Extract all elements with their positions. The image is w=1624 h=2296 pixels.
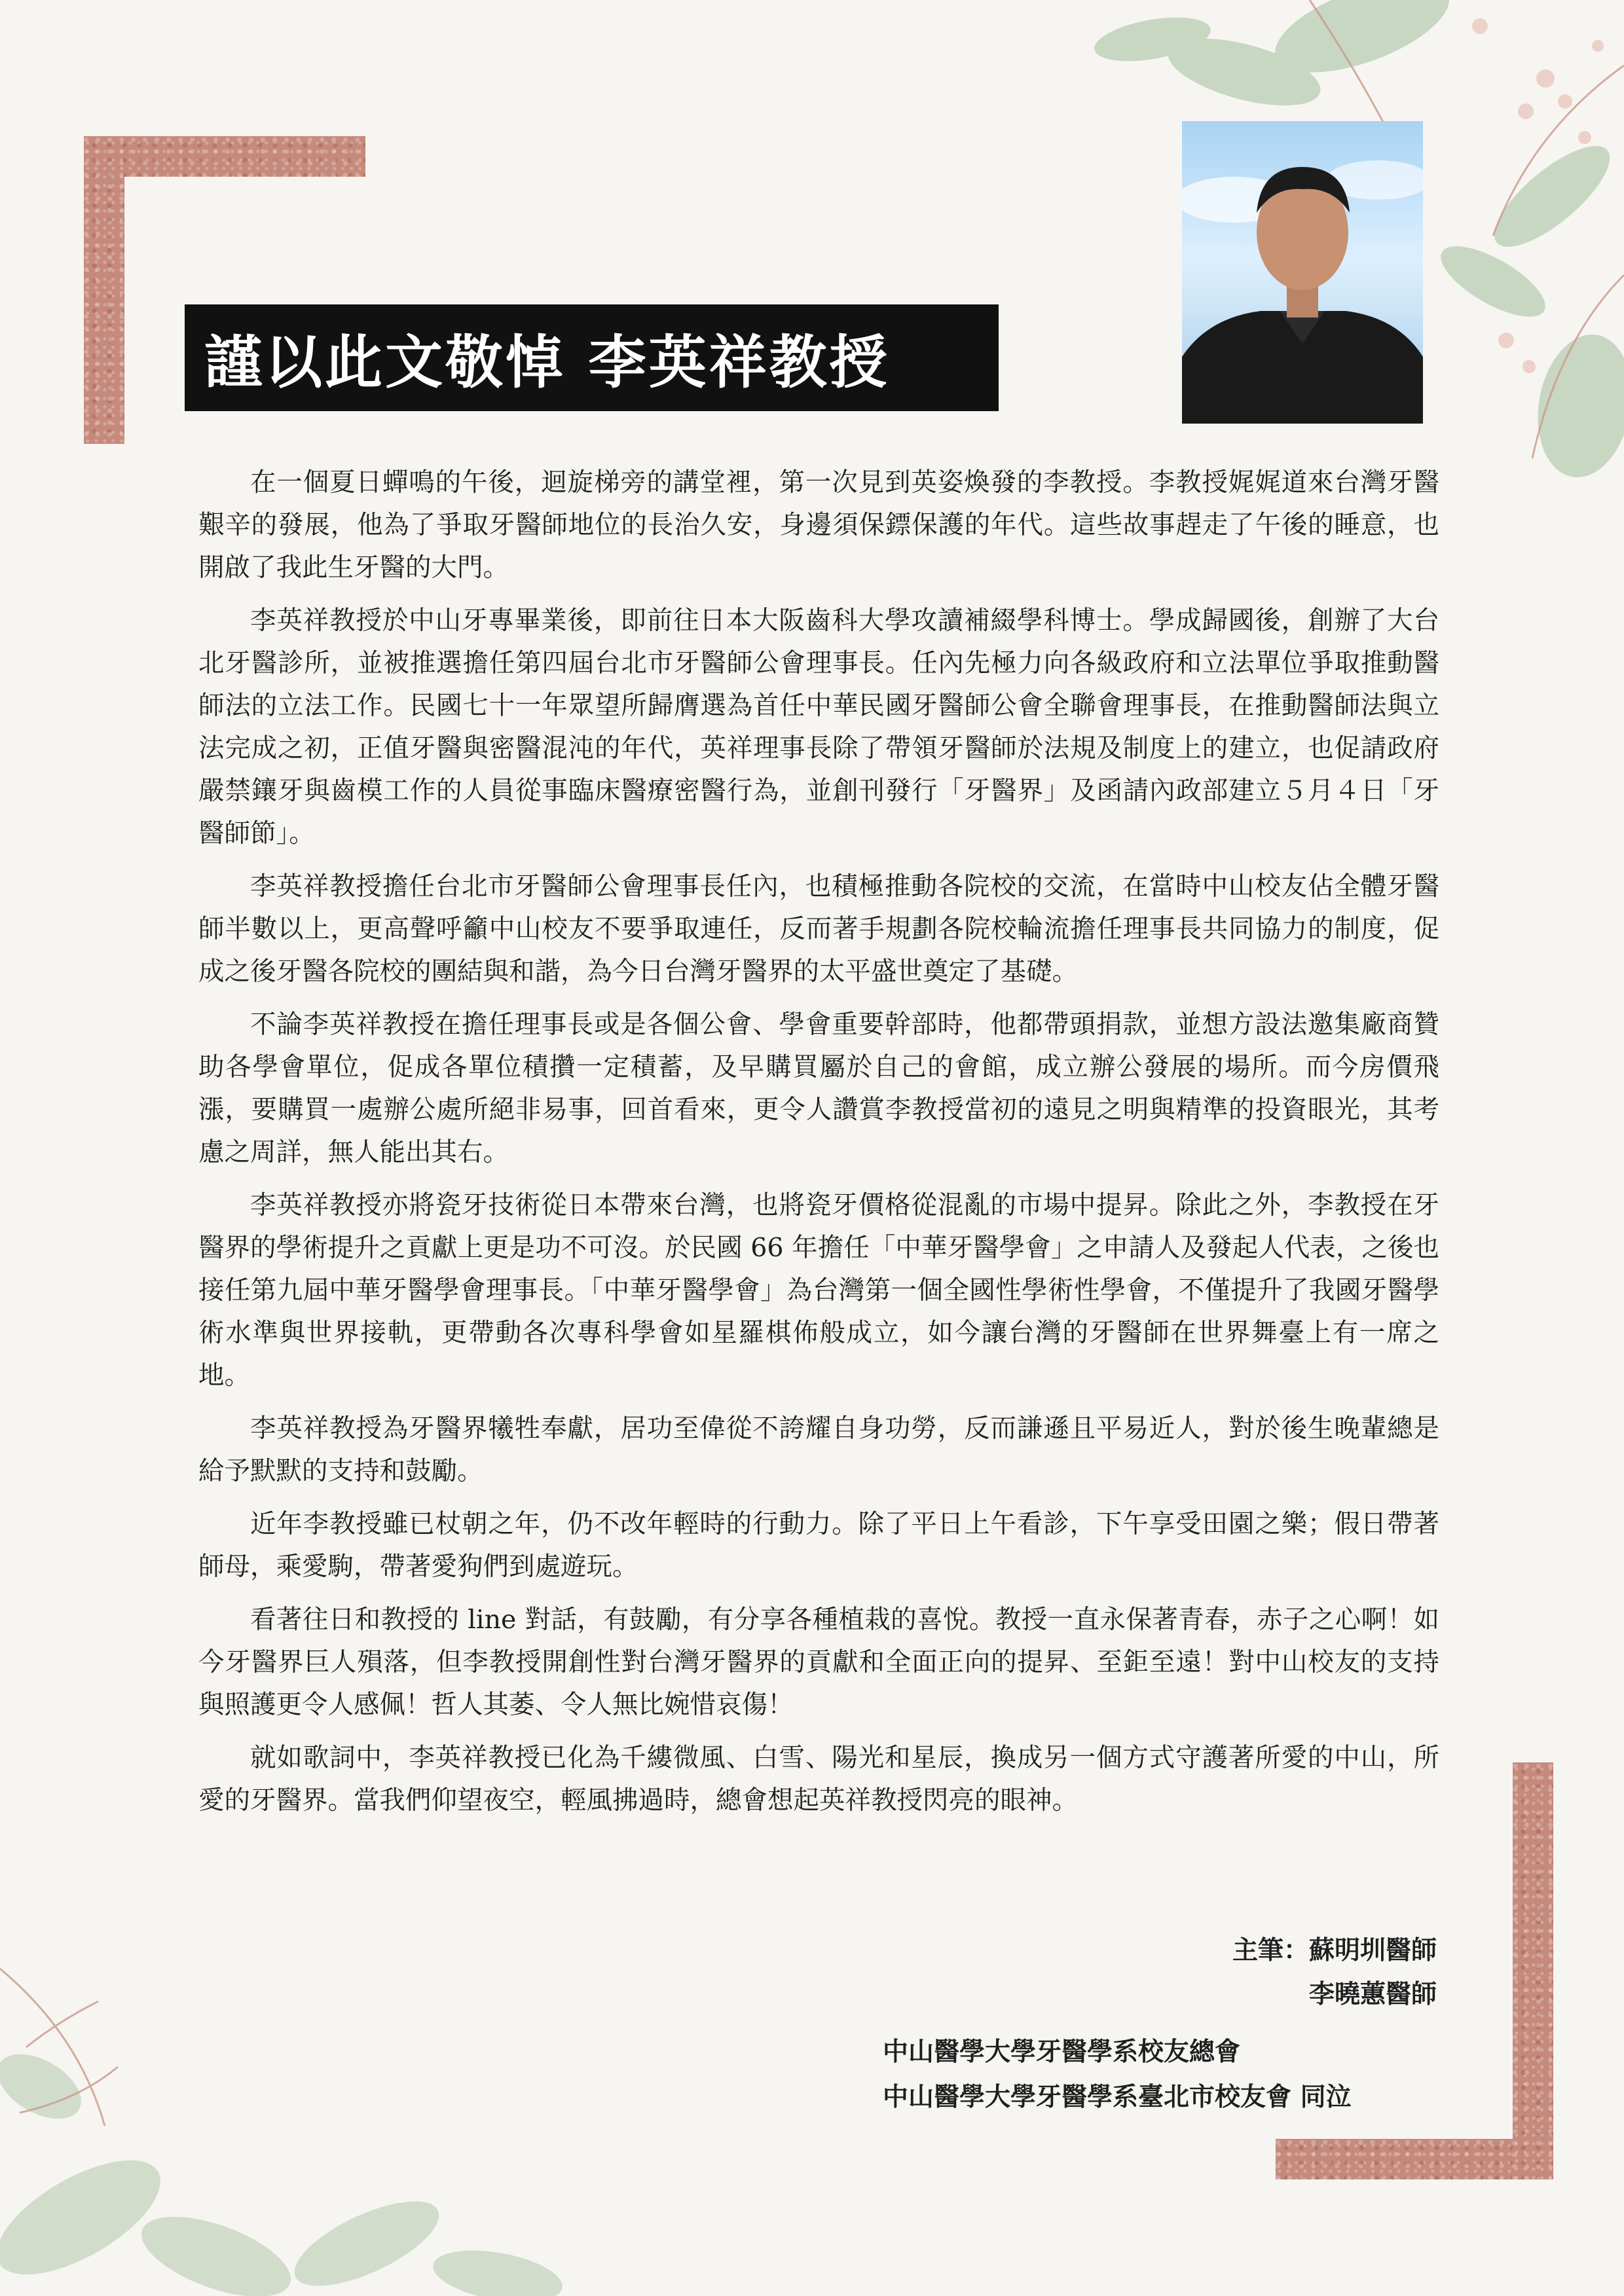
title-banner xyxy=(185,304,999,411)
portrait-photo xyxy=(1182,121,1423,424)
paragraph: 就如歌詞中，李英祥教授已化為千縷微風、白雪、陽光和星辰，換成另一個方式守護著所愛的中山，所愛的牙醫界。當我們仰望夜空，輕風拂過時，總會想起英祥教授閃亮的眼神。 xyxy=(198,1743,1439,1815)
paragraph: 李英祥教授擔任台北市牙醫師公會理事長任內，也積極推動各院校的交流，在當時中山校友佔全體牙醫師半數以上，更高聲呼籲中山校友不要爭取連任，反而著手規劃各院校輪流擔任理事長共同協力的制度，促成之後牙醫各院校的團結與和諧，為今日台灣牙醫界的太平盛世奠定了基礎。 xyxy=(198,871,1439,987)
corner-bracket-bottom-right-vertical xyxy=(1513,1762,1553,2179)
organization-line: 中山醫學大學牙醫學系臺北市校友會 同泣 xyxy=(883,2082,1352,2112)
organization-line: 中山醫學大學牙醫學系校友總會 xyxy=(883,2037,1241,2067)
floral-decoration-bottom xyxy=(0,1851,589,2296)
author-line: 主筆：蘇明圳醫師 xyxy=(1232,1935,1437,1965)
paragraph: 看著往日和教授的 line 對話，有鼓勵，有分享各種植栽的喜悅。教授一直永保著青春，赤子之心啊！如今牙醫界巨人殞落，但李教授開創性對台灣牙醫界的貢獻和全面正向的提昇、至鉅至遠！對中山校友的支持與照護更令人感佩！哲人其萎、令人無比婉惜哀傷！ xyxy=(198,1605,1439,1720)
paragraph: 不論李英祥教授在擔任理事長或是各個公會、學會重要幹部時，他都帶頭捐款，並想方設法邀集廠商贊助各學會單位，促成各單位積攢一定積蓄，及早購買屬於自己的會館，成立辦公發展的場所。而今房價飛漲，要購買一處辦公處所絕非易事，回首看來，更令人讚賞李教授當初的遠見之明與精準的投資眼光，其考慮之周詳，無人能出其右。 xyxy=(198,1010,1439,1167)
corner-bracket-top-left xyxy=(84,136,365,177)
paragraph: 李英祥教授為牙醫界犧牲奉獻，居功至偉從不誇耀自身功勞，反而謙遜且平易近人，對於後生晚輩總是給予默默的支持和鼓勵。 xyxy=(198,1413,1439,1486)
co-author-line: 李曉蕙醫師 xyxy=(1308,1979,1437,2009)
paragraph: 在一個夏日蟬鳴的午後，迴旋梯旁的講堂裡，第一次見到英姿煥發的李教授。李教授娓娓道來台灣牙醫艱辛的發展，他為了爭取牙醫師地位的長治久安，身邊須保鏢保護的年代。這些故事趕走了午後的睡意，也開啟了我此生牙醫的大門。 xyxy=(198,467,1439,583)
memorial-body xyxy=(198,462,1439,1832)
page-title: 謹以此文敬悼 李英祥教授 xyxy=(204,327,890,396)
paragraph: 李英祥教授亦將瓷牙技術從日本帶來台灣，也將瓷牙價格從混亂的市場中提昇。除此之外，李教授在牙醫界的學術提升之貢獻上更是功不可沒。於民國 66 年擔任「中華牙醫學會」之申請人及發起人代表，之後也接任第九屆中華牙醫學會理事長。「中華牙醫學會」為台灣第一個全國性學術性學會，不僅提升了我國牙醫學術水準與世界接軌，更帶動各次專科學會如星羅棋佈般成立，如今讓台灣的牙醫師在世界舞臺上有一席之地。 xyxy=(198,1190,1439,1391)
paragraph: 李英祥教授於中山牙專畢業後，即前往日本大阪齒科大學攻讀補綴學科博士。學成歸國後，創辦了大台北牙醫診所，並被推選擔任第四屆台北市牙醫師公會理事長。任內先極力向各級政府和立法單位爭取推動醫師法的立法工作。民國七十一年眾望所歸膺選為首任中華民國牙醫師公會全聯會理事長，在推動醫師法與立法完成之初，正值牙醫與密醫混沌的年代，英祥理事長除了帶領牙醫師於法規及制度上的建立，也促請政府嚴禁鑲牙與齒模工作的人員從事臨床醫療密醫行為，並創刊發行「牙醫界」及函請內政部建立５月４日「牙醫師節」。 xyxy=(198,606,1439,848)
portrait-figure-icon xyxy=(1182,121,1423,424)
corner-bracket-top-left-vertical xyxy=(84,136,124,444)
corner-bracket-bottom-right xyxy=(1276,2139,1553,2179)
paragraph: 近年李教授雖已杖朝之年，仍不改年輕時的行動力。除了平日上午看診，下午享受田園之樂；假日帶著師母，乘愛駒，帶著愛狗們到處遊玩。 xyxy=(198,1509,1439,1582)
